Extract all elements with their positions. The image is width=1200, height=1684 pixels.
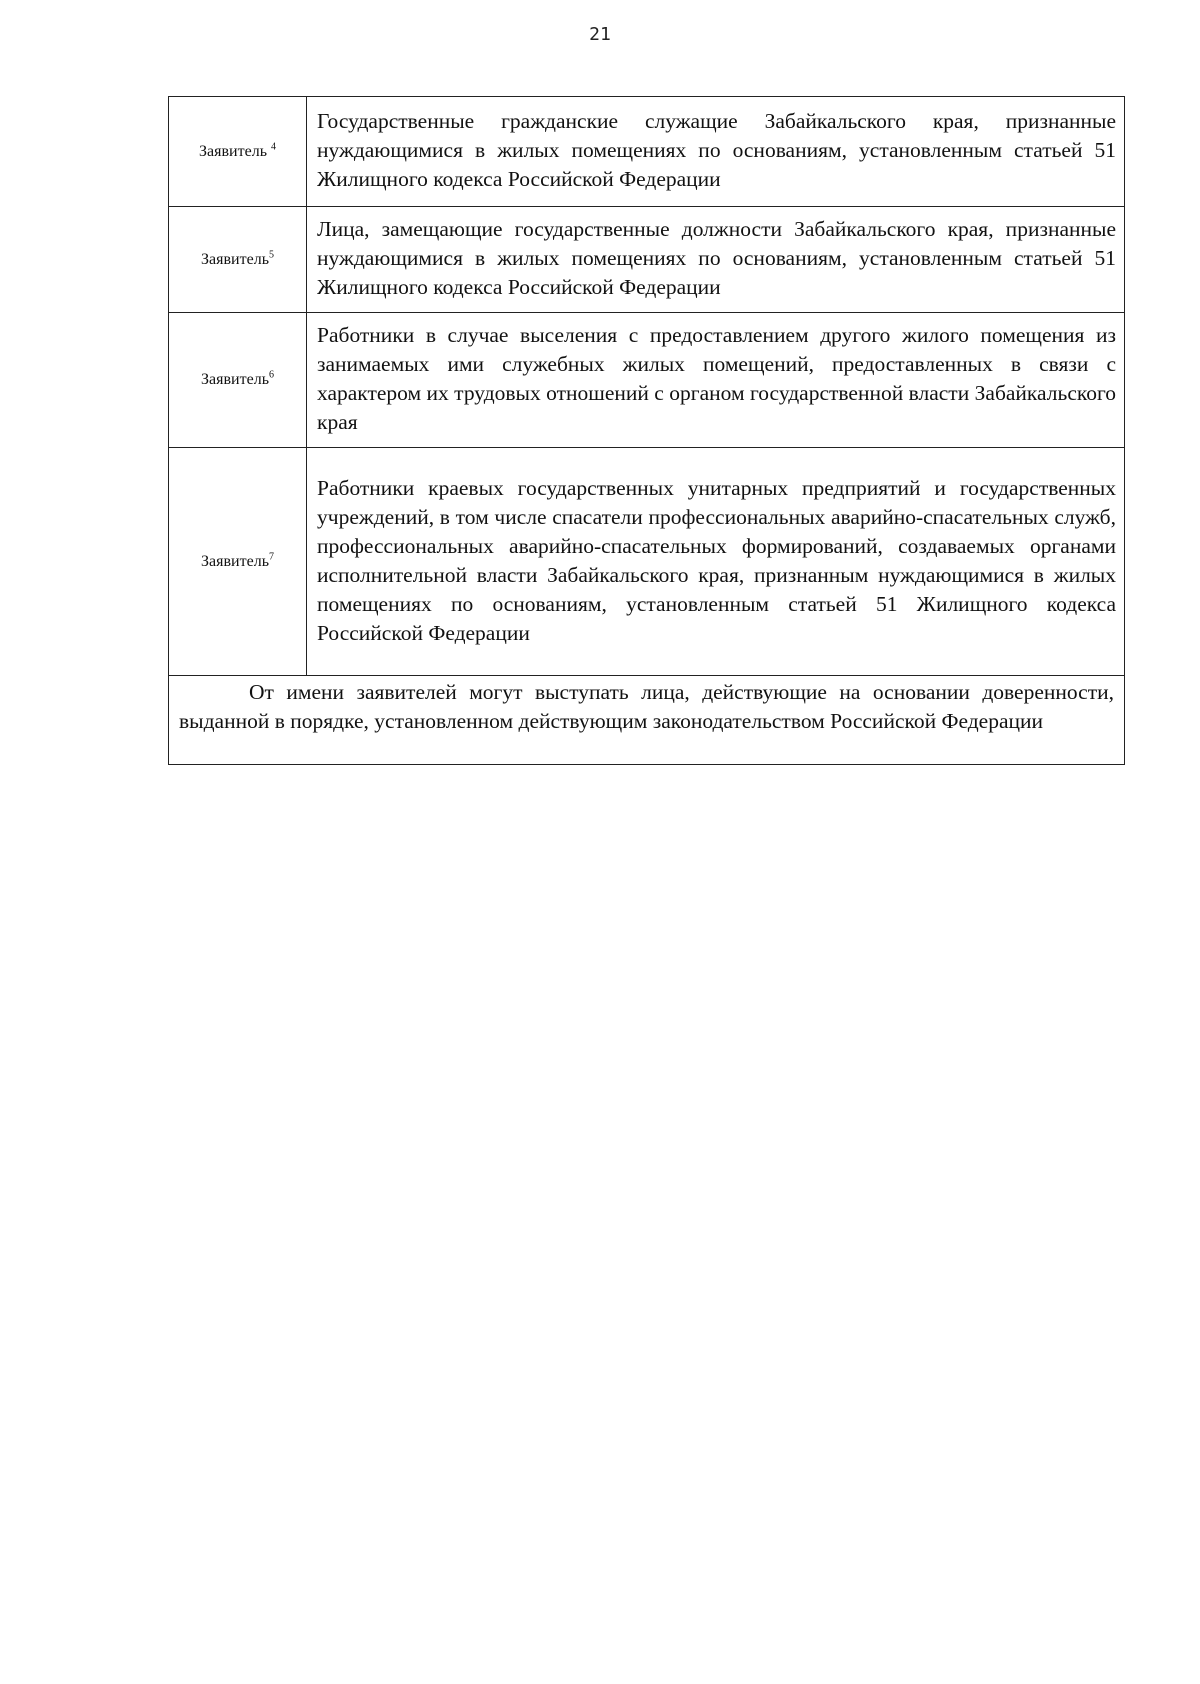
- footnote-mark: 7: [268, 551, 274, 563]
- applicant-label-cell: [169, 313, 307, 448]
- footnote-mark: 4: [270, 141, 276, 153]
- applicant-label: Заявитель: [199, 142, 267, 160]
- note-row: [169, 676, 1125, 765]
- applicant-description: Работники в случае выселения с предоставлением другого жилого помещения из занимаемых ими служебных жилых помещений, предоставленных в связи с характером их трудовых отношений с органом государственной власти Забайкальского края: [307, 313, 1125, 448]
- applicant-description: Лица, замещающие государственные должности Забайкальского края, признанные нуждающимися в жилых помещениях по основаниям, установленным статьей 51 Жилищного кодекса Российской Федерации: [307, 207, 1125, 313]
- applicants-table: [168, 96, 1125, 765]
- representation-note: От имени заявителей могут выступать лица, действующие на основании доверенности, выданной в порядке, установленном действующим законодательством Российской Федерации: [169, 676, 1125, 765]
- footnote-mark: 5: [268, 249, 274, 261]
- applicant-label: Заявитель: [201, 371, 269, 388]
- applicant-label-cell: [169, 97, 307, 207]
- applicant-label-cell: [169, 448, 307, 676]
- applicant-label: Заявитель: [201, 250, 269, 268]
- table-row: [169, 448, 1125, 676]
- footnote-mark: 6: [268, 369, 274, 381]
- table-row: [169, 207, 1125, 313]
- applicant-label-cell: [169, 207, 307, 313]
- applicant-description: Работники краевых государственных унитарных предприятий и государственных учреждений, в том числе спасатели профессиональных аварийно-спасательных служб, профессиональных аварийно-спасательных формирований, создаваемых органами исполнительной власти Забайкальского края, признанным нуждающимися в жилых помещениях по основаниям, установленным статьей 51 Жилищного кодекса Российской Федерации: [307, 448, 1125, 676]
- applicant-description: Государственные гражданские служащие Забайкальского края, признанные нуждающимися в жилых помещениях по основаниям, установленным статьей 51 Жилищного кодекса Российской Федерации: [307, 97, 1125, 207]
- table-row: [169, 313, 1125, 448]
- applicant-label: Заявитель: [201, 552, 269, 570]
- table-row: [169, 97, 1125, 207]
- page-number: 21: [589, 24, 611, 45]
